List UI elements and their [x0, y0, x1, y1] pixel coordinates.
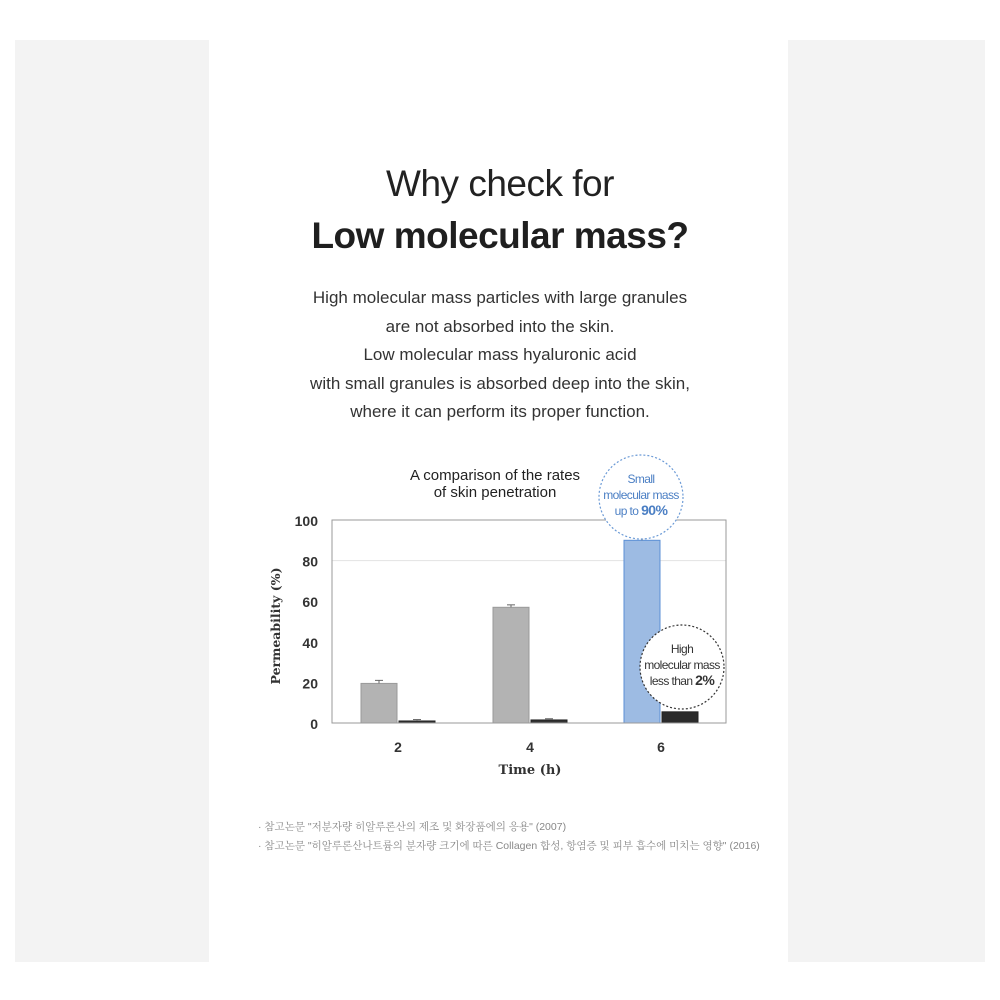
- body-line: with small granules is absorbed deep into the skin,: [310, 373, 690, 393]
- annotation-line: up to 90%: [614, 502, 668, 518]
- reference-item: · 참고논문 "저분자량 히알루론산의 제조 및 화장품에의 응용" (2007): [258, 821, 567, 833]
- heading-line-1: Why check for: [386, 163, 614, 204]
- x-tick-label: 2: [394, 739, 402, 755]
- bar: [662, 712, 698, 723]
- y-tick-label: 80: [302, 553, 318, 570]
- references: [258, 818, 760, 856]
- x-axis-label: Time (h): [498, 763, 562, 778]
- y-tick-label: 60: [302, 594, 318, 611]
- y-tick-label: 100: [294, 513, 318, 529]
- y-tick-label: 40: [302, 634, 318, 651]
- body-line: where it can perform its proper function.: [350, 402, 650, 421]
- y-tick-label: 20: [302, 675, 318, 692]
- x-tick-label: 4: [526, 739, 534, 755]
- reference-item: · 참고논문 "히알루론산나트륨의 분자량 크기에 따른 Collagen 합성, 항염증 및 피부 흡수에 미치는 영향" (2016): [258, 840, 760, 852]
- annotation-line: molecular mass: [644, 658, 720, 672]
- annotation-line: molecular mass: [603, 488, 679, 502]
- y-tick-label: 0: [310, 716, 318, 732]
- annotation-line: Small: [627, 472, 655, 486]
- heading-line-2: Low molecular mass?: [311, 215, 689, 256]
- body-line: High molecular mass particles with large granules: [312, 288, 688, 307]
- annotation-line: less than 2%: [649, 672, 715, 688]
- bar: [361, 683, 397, 723]
- chart-title-line: A comparison of the rates: [409, 467, 581, 484]
- annotation-line: High: [670, 642, 694, 656]
- bar: [493, 607, 529, 723]
- x-tick-label: 6: [657, 739, 665, 755]
- chart-title-line: of skin penetration: [433, 484, 557, 501]
- body-line: are not absorbed into the skin.: [385, 316, 615, 336]
- annotation-emphasis: 90%: [641, 502, 668, 518]
- y-axis-label: Permeability (%): [268, 567, 283, 685]
- annotation-emphasis: 2%: [695, 672, 715, 688]
- body-line: Low molecular mass hyaluronic acid: [363, 345, 637, 364]
